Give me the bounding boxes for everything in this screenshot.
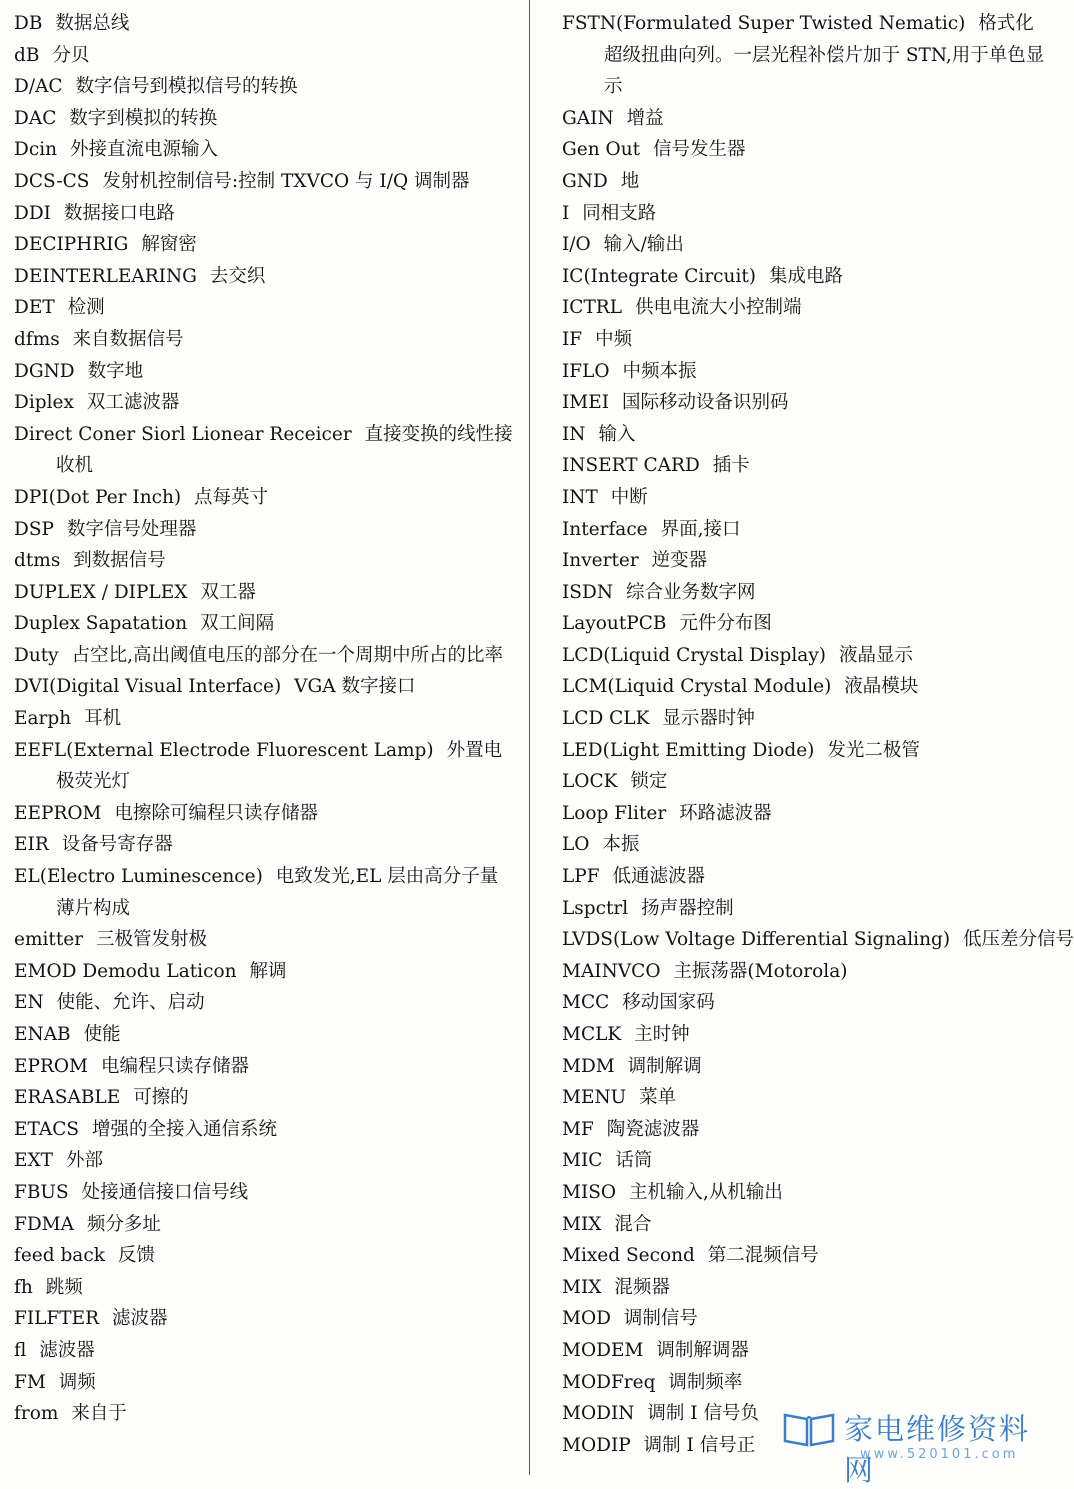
glossary-definition: 可擦的	[133, 1087, 189, 1109]
glossary-entry	[14, 640, 514, 672]
glossary-entry	[562, 1051, 1052, 1083]
glossary-term: I	[562, 202, 570, 224]
glossary-definition: 调制信号	[623, 1308, 698, 1330]
glossary-entry	[562, 1367, 1052, 1399]
glossary-definition: 设备号寄存器	[61, 834, 173, 856]
glossary-term: LCD CLK	[562, 708, 650, 730]
glossary-term: EIR	[14, 834, 49, 856]
glossary-definition: 环路滤波器	[679, 802, 772, 824]
glossary-definition: 电致发光,EL 层由高分子量薄片构成	[56, 866, 499, 919]
glossary-definition: 数据接口电路	[63, 202, 175, 224]
glossary-term: MAINVCO	[562, 960, 661, 982]
glossary-term: D/AC	[14, 76, 63, 98]
glossary-definition: 主机输入,从机输出	[629, 1181, 783, 1203]
glossary-column-right	[562, 8, 1074, 1461]
glossary-term: GAIN	[562, 107, 614, 129]
glossary-definition: 逆变器	[651, 550, 708, 572]
glossary-definition: 混频器	[614, 1276, 670, 1298]
glossary-entry	[14, 324, 514, 356]
glossary-entry	[562, 861, 1052, 893]
glossary-entry	[14, 387, 514, 419]
glossary-term: EL(Electro Luminescence)	[14, 866, 263, 888]
glossary-entry	[562, 1114, 1052, 1146]
glossary-entry	[14, 103, 514, 135]
glossary-term: ETACS	[14, 1118, 80, 1140]
glossary-definition: 输入/输出	[603, 234, 684, 256]
glossary-term: Duplex Sapatation	[14, 613, 188, 635]
glossary-definition: 处接通信接口信号线	[81, 1181, 249, 1203]
glossary-definition: 来自于	[71, 1403, 127, 1425]
glossary-entry	[14, 1209, 514, 1241]
glossary-term: dtms	[14, 550, 61, 572]
glossary-definition: 耳机	[84, 708, 122, 730]
glossary-entry	[562, 924, 1074, 956]
glossary-entry	[14, 1019, 514, 1051]
glossary-definition: 插卡	[712, 455, 750, 477]
glossary-definition: 液晶显示	[838, 644, 913, 666]
glossary-entry	[562, 103, 1052, 135]
glossary-term: MODFreq	[562, 1371, 656, 1393]
glossary-term: MIC	[562, 1150, 603, 1172]
glossary-term: from	[14, 1403, 59, 1425]
glossary-definition: 扬声器控制	[641, 897, 734, 919]
glossary-definition: 反馈	[117, 1245, 155, 1267]
glossary-entry	[562, 387, 1052, 419]
glossary-definition: 频分多址	[86, 1213, 161, 1235]
glossary-entry	[562, 640, 1052, 672]
glossary-term: FDMA	[14, 1213, 74, 1235]
glossary-term: MODEM	[562, 1339, 644, 1361]
glossary-entry	[562, 1145, 1052, 1177]
glossary-entry	[14, 1398, 514, 1430]
glossary-term: DVI(Digital Visual Interface)	[14, 676, 282, 698]
glossary-definition: 低通滤波器	[612, 866, 706, 888]
glossary-definition: 数字信号处理器	[66, 518, 197, 540]
glossary-entry	[562, 482, 1052, 514]
glossary-entry	[562, 671, 1052, 703]
glossary-term: Interface	[562, 518, 648, 540]
glossary-term: Dcin	[14, 139, 58, 161]
glossary-term: DGND	[14, 360, 75, 382]
glossary-definition: 解窗密	[141, 234, 197, 256]
glossary-definition: 双工滤波器	[86, 392, 180, 414]
glossary-entry	[14, 545, 514, 577]
glossary-term: DCS-CS	[14, 170, 90, 192]
glossary-term: MF	[562, 1118, 594, 1140]
glossary-definition: 本振	[602, 834, 640, 856]
glossary-entry	[562, 766, 1052, 798]
glossary-definition: 格式化超级扭曲向列。一层光程补偿片加于 STN,用于单色显示	[604, 13, 1045, 98]
glossary-entry	[14, 166, 514, 198]
glossary-term: feed back	[14, 1245, 105, 1267]
glossary-term: Inverter	[562, 550, 639, 572]
glossary-entry	[14, 40, 514, 72]
glossary-term: LED(Light Emitting Diode)	[562, 739, 815, 761]
glossary-entry	[14, 1272, 514, 1304]
glossary-definition: 锁定	[630, 771, 668, 793]
glossary-entry	[14, 735, 514, 798]
glossary-term: FILFTER	[14, 1308, 100, 1330]
glossary-entry	[14, 1177, 514, 1209]
glossary-definition: 增益	[626, 107, 664, 129]
glossary-entry	[562, 1272, 1052, 1304]
glossary-term: EEPROM	[14, 802, 102, 824]
glossary-definition: 移动国家码	[622, 992, 715, 1014]
glossary-definition: 数字信号到模拟信号的转换	[75, 76, 298, 98]
glossary-definition: 显示器时钟	[662, 708, 755, 730]
glossary-term: ENAB	[14, 1024, 71, 1045]
glossary-term: EXT	[14, 1150, 54, 1172]
glossary-term: MENU	[562, 1087, 627, 1109]
glossary-definition: 外部	[65, 1150, 103, 1172]
glossary-entry	[14, 924, 514, 956]
glossary-entry	[562, 292, 1052, 324]
glossary-definition: 点每英寸	[194, 486, 269, 508]
glossary-entry	[562, 1082, 1052, 1114]
glossary-entry	[562, 893, 1052, 925]
glossary-definition: 数字到模拟的转换	[69, 107, 218, 129]
glossary-term: MCLK	[562, 1024, 622, 1045]
glossary-entry	[562, 1019, 1052, 1051]
glossary-definition: 外接直流电源输入	[69, 139, 218, 161]
glossary-term: DDI	[14, 202, 51, 224]
glossary-entry	[14, 703, 514, 735]
glossary-definition: 发射机控制信号:控制 TXVCO 与 I/Q 调制器	[102, 170, 470, 192]
glossary-column-left	[14, 8, 514, 1430]
glossary-definition: 双工器	[200, 581, 256, 603]
glossary-definition: 地	[620, 170, 640, 192]
glossary-term: Diplex	[14, 392, 74, 414]
glossary-entry	[14, 608, 514, 640]
glossary-definition: 液晶模块	[844, 676, 919, 698]
glossary-definition: 集成电路	[768, 265, 843, 287]
book-logo-icon	[782, 1409, 836, 1447]
glossary-definition: 去交织	[209, 265, 266, 287]
glossary-term: LayoutPCB	[562, 613, 667, 635]
glossary-entry	[562, 134, 1052, 166]
glossary-definition: 界面,接口	[660, 518, 741, 540]
glossary-entry	[14, 356, 514, 388]
glossary-entry	[14, 292, 514, 324]
glossary-entry	[14, 261, 514, 293]
glossary-term: fh	[14, 1276, 33, 1298]
glossary-definition: 中频本振	[622, 360, 697, 382]
glossary-term: LVDS(Low Voltage Differential Signaling)	[562, 929, 951, 951]
glossary-term: IN	[562, 423, 586, 445]
glossary-entry	[562, 956, 1052, 988]
glossary-term: IMEI	[562, 392, 610, 414]
glossary-term: GND	[562, 170, 608, 192]
glossary-term: dB	[14, 44, 40, 66]
glossary-definition: 国际移动设备识别码	[622, 392, 789, 414]
column-divider	[529, 0, 530, 1475]
glossary-entry	[14, 577, 514, 609]
glossary-definition: 菜单	[639, 1087, 677, 1109]
glossary-term: MCC	[562, 992, 610, 1014]
glossary-definition: 使能	[83, 1024, 121, 1045]
glossary-definition: 调频	[58, 1371, 96, 1393]
glossary-definition: 直接变换的线性接收机	[56, 423, 513, 477]
glossary-definition: 调制解调	[627, 1055, 702, 1077]
glossary-definition: 增强的全接入通信系统	[91, 1118, 277, 1140]
glossary-term: MODIP	[562, 1434, 631, 1456]
glossary-term: emitter	[14, 929, 84, 951]
glossary-definition: 信号发生器	[652, 139, 746, 161]
glossary-definition: 主时钟	[634, 1024, 690, 1045]
glossary-entry	[562, 829, 1052, 861]
glossary-definition: 占空比,高出阈值电压的部分在一个周期中所占的比率	[71, 644, 503, 666]
glossary-term: ICTRL	[562, 297, 623, 319]
glossary-entry	[562, 356, 1052, 388]
glossary-definition: 解调	[249, 960, 287, 982]
glossary-definition: 三极管发射极	[96, 929, 208, 951]
glossary-term: IC(Integrate Circuit)	[562, 265, 757, 287]
glossary-entry	[14, 419, 514, 482]
glossary-term: ERASABLE	[14, 1087, 121, 1109]
glossary-term: DB	[14, 13, 43, 34]
glossary-definition: 电擦除可编程只读存储器	[114, 802, 318, 824]
glossary-entry	[14, 1303, 514, 1335]
glossary-term: DUPLEX / DIPLEX	[14, 581, 188, 603]
glossary-term: DEINTERLEARING	[14, 265, 197, 287]
glossary-entry	[562, 577, 1052, 609]
glossary-entry	[562, 1335, 1052, 1367]
glossary-term: MODIN	[562, 1403, 635, 1425]
glossary-entry	[14, 987, 514, 1019]
site-watermark	[782, 1407, 1052, 1487]
glossary-term: LO	[562, 834, 590, 856]
glossary-entry	[562, 514, 1052, 546]
glossary-term: Direct Coner Siorl Lionear Receicer	[14, 423, 352, 445]
glossary-definition: 分贝	[52, 44, 90, 66]
glossary-definition: 到数据信号	[73, 550, 166, 572]
glossary-term: DAC	[14, 107, 57, 129]
glossary-definition: 外置电极荧光灯	[56, 739, 503, 793]
glossary-entry	[14, 8, 514, 40]
glossary-term: INSERT CARD	[562, 455, 700, 477]
glossary-definition: 混合	[614, 1213, 652, 1235]
glossary-entry	[562, 703, 1052, 735]
glossary-definition: 元件分布图	[679, 613, 772, 635]
glossary-term: DET	[14, 297, 55, 319]
glossary-term: fl	[14, 1339, 27, 1361]
glossary-entry	[562, 545, 1052, 577]
glossary-term: DPI(Dot Per Inch)	[14, 486, 182, 508]
glossary-entry	[14, 956, 514, 988]
glossary-entry	[14, 1145, 514, 1177]
glossary-definition: 双工间隔	[200, 613, 275, 635]
glossary-entry	[562, 229, 1052, 261]
glossary-term: FBUS	[14, 1181, 69, 1203]
glossary-entry	[562, 1240, 1052, 1272]
glossary-definition: 主振荡器(Motorola)	[673, 960, 848, 982]
glossary-term: MIX	[562, 1213, 602, 1235]
glossary-definition: 滤波器	[111, 1308, 168, 1330]
glossary-definition: 供电电流大小控制端	[634, 297, 802, 319]
glossary-term: DECIPHRIG	[14, 234, 129, 256]
glossary-term: EEFL(External Electrode Fluorescent Lamp)	[14, 739, 434, 761]
glossary-entry	[562, 450, 1052, 482]
glossary-entry	[14, 482, 514, 514]
glossary-definition: 滤波器	[39, 1339, 95, 1361]
glossary-definition: 检测	[67, 297, 105, 319]
glossary-definition: VGA 数字接口	[294, 676, 416, 698]
glossary-term: Gen Out	[562, 139, 641, 161]
glossary-definition: 数据总线	[55, 13, 130, 34]
glossary-entry	[562, 1177, 1052, 1209]
glossary-entry	[562, 987, 1052, 1019]
glossary-definition: 陶瓷滤波器	[606, 1118, 700, 1140]
glossary-definition: 跳频	[45, 1276, 83, 1298]
glossary-definition: 来自数据信号	[72, 328, 184, 350]
glossary-entry	[14, 1082, 514, 1114]
glossary-entry	[562, 166, 1052, 198]
glossary-entry	[14, 514, 514, 546]
glossary-term: EN	[14, 992, 44, 1014]
watermark-text: 家电维修资料网	[844, 1412, 1031, 1487]
glossary-term: ISDN	[562, 581, 614, 603]
glossary-entry	[14, 134, 514, 166]
glossary-definition: 同相支路	[582, 202, 657, 224]
glossary-term: IFLO	[562, 360, 610, 382]
glossary-entry	[562, 798, 1052, 830]
glossary-term: Mixed Second	[562, 1245, 695, 1267]
glossary-term: LPF	[562, 866, 600, 888]
glossary-entry	[562, 8, 1052, 103]
glossary-definition: 调制 I 信号负	[647, 1403, 759, 1425]
glossary-term: MIX	[562, 1276, 602, 1298]
glossary-definition: 第二混频信号	[707, 1245, 819, 1267]
glossary-definition: 调制频率	[668, 1371, 743, 1393]
glossary-term: MISO	[562, 1181, 617, 1203]
glossary-definition: 输入	[598, 423, 636, 445]
glossary-term: Loop Fliter	[562, 802, 667, 824]
glossary-definition: 低压差分信号	[963, 929, 1074, 951]
glossary-entry	[562, 608, 1052, 640]
glossary-entry	[14, 1335, 514, 1367]
glossary-term: MOD	[562, 1308, 611, 1330]
glossary-definition: 话筒	[615, 1150, 653, 1172]
glossary-entry	[562, 198, 1052, 230]
glossary-term: INT	[562, 486, 598, 508]
glossary-term: DSP	[14, 518, 54, 540]
glossary-entry	[14, 1240, 514, 1272]
glossary-term: Earph	[14, 708, 72, 730]
glossary-entry	[14, 861, 514, 924]
glossary-definition: 电编程只读存储器	[100, 1055, 249, 1077]
glossary-definition: 中断	[610, 486, 648, 508]
glossary-entry	[562, 1303, 1052, 1335]
glossary-term: FM	[14, 1371, 46, 1393]
watermark-url: www.520101.com	[860, 1447, 1019, 1462]
glossary-entry	[562, 735, 1052, 767]
glossary-term: EPROM	[14, 1055, 88, 1077]
glossary-entry	[562, 324, 1052, 356]
glossary-entry	[562, 419, 1052, 451]
glossary-entry	[14, 1051, 514, 1083]
glossary-term: dfms	[14, 328, 60, 350]
glossary-entry	[14, 1114, 514, 1146]
glossary-definition: 发光二极管	[827, 739, 920, 761]
glossary-entry	[14, 71, 514, 103]
glossary-term: Duty	[14, 644, 59, 666]
glossary-term: LCM(Liquid Crystal Module)	[562, 676, 832, 698]
glossary-term: LOCK	[562, 771, 618, 793]
glossary-entry	[562, 1209, 1052, 1241]
glossary-definition: 数字地	[87, 360, 144, 382]
glossary-term: Lspctrl	[562, 897, 629, 919]
glossary-term: IF	[562, 328, 583, 350]
glossary-entry	[14, 798, 514, 830]
glossary-term: I/O	[562, 234, 591, 256]
glossary-entry	[14, 829, 514, 861]
glossary-entry	[14, 229, 514, 261]
glossary-definition: 综合业务数字网	[625, 581, 756, 603]
glossary-definition: 使能、允许、启动	[56, 992, 205, 1014]
glossary-term: LCD(Liquid Crystal Display)	[562, 644, 826, 666]
glossary-entry	[14, 671, 514, 703]
glossary-entry	[562, 261, 1052, 293]
glossary-term: EMOD Demodu Laticon	[14, 960, 237, 982]
glossary-entry	[14, 198, 514, 230]
glossary-definition: 调制解调器	[656, 1339, 749, 1361]
glossary-definition: 中频	[595, 328, 633, 350]
glossary-entry	[14, 1367, 514, 1399]
glossary-term: MDM	[562, 1055, 615, 1077]
glossary-term: FSTN(Formulated Super Twisted Nematic)	[562, 13, 966, 34]
glossary-definition: 调制 I 信号正	[643, 1434, 756, 1456]
